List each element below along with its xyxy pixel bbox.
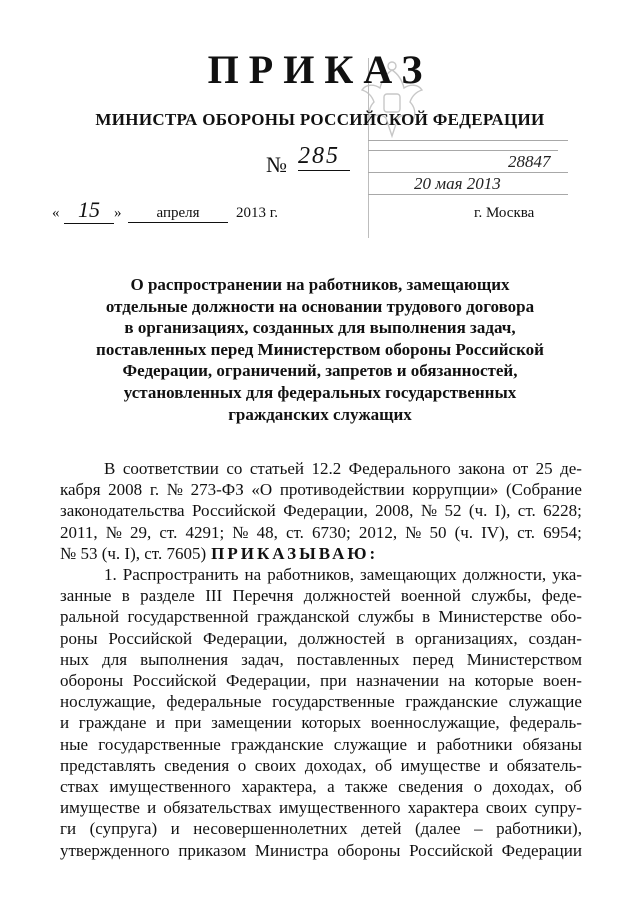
body-word: 6730; <box>311 522 351 542</box>
body-word: и <box>147 798 157 818</box>
body-word: № <box>232 522 249 542</box>
body-word: об <box>374 755 393 775</box>
document-subtitle: МИНИСТРА ОБОРОНЫ РОССИЙСКОЙ ФЕДЕРАЦИИ <box>95 110 545 129</box>
body-word: которые <box>474 671 534 691</box>
body-line <box>60 734 582 755</box>
body-word: 2011, <box>60 522 98 542</box>
body-word: сведения <box>164 755 230 775</box>
body-word: своих <box>485 798 528 818</box>
body-word: 6954; <box>543 522 582 542</box>
body-word: служащие <box>333 734 408 754</box>
body-line <box>60 712 582 733</box>
body-word: своих <box>254 755 297 775</box>
body-word: федеральные <box>166 692 262 712</box>
date-close-quote: » <box>114 205 122 221</box>
body-word: для <box>102 649 128 669</box>
order-number-value: 285 <box>298 143 350 171</box>
body-line <box>60 585 582 606</box>
body-word: обо- <box>550 607 582 627</box>
body-line <box>60 840 582 861</box>
body-word: имуществе <box>400 755 481 775</box>
body-word: супру- <box>534 798 582 818</box>
order-date-year: 2013 г. <box>236 205 278 221</box>
body-word: коррупции» <box>412 480 499 500</box>
order-date-month: апреля <box>128 205 228 223</box>
body-word: в <box>422 607 431 627</box>
body-word: об <box>564 777 582 797</box>
body-word: кабря <box>60 480 101 500</box>
body-word: № <box>166 480 183 500</box>
body-word: соответствии <box>122 459 219 478</box>
body-word: Министерстве <box>438 607 543 627</box>
stamp-line <box>368 140 568 141</box>
body-word: Федерального <box>348 459 451 478</box>
body-word: обязательствах <box>163 798 272 818</box>
body-word: утвержденного <box>60 840 170 860</box>
body-word: IV), <box>481 522 509 542</box>
heading-line: Федерации, ограничений, запретов и обязанностей, <box>122 361 518 381</box>
body-word: 2008 <box>108 480 143 500</box>
body-word: 6228; <box>543 501 582 521</box>
body-word: феде- <box>541 586 582 606</box>
body-word: службы <box>357 607 414 627</box>
body-word: федераль- <box>509 713 582 733</box>
body-word: ствах <box>60 777 99 797</box>
body-word: государственной <box>127 607 249 627</box>
body-line <box>60 458 582 479</box>
body-word: законодательства <box>60 501 185 521</box>
body-word: имущественного <box>109 777 231 797</box>
body-word: должностей <box>298 628 386 648</box>
body-word: – <box>474 819 483 839</box>
body-word: воен- <box>543 671 582 691</box>
body-word: и <box>417 734 427 754</box>
body-word: поставленных <box>296 649 400 669</box>
body-word: обязатель- <box>506 755 582 775</box>
body-word: № <box>405 522 422 542</box>
body-word: имущественного <box>278 798 401 818</box>
body-word: в <box>396 628 405 648</box>
body-word: замещающих <box>360 565 457 585</box>
body-word: военнослужащие, <box>370 713 500 733</box>
body-word: ст. <box>517 522 536 542</box>
body-word: организациях, <box>414 628 518 648</box>
body-word: детей <box>361 819 402 839</box>
body-word: а <box>327 777 335 797</box>
body-word: Распространить <box>122 565 239 585</box>
document-heading <box>60 274 580 425</box>
body-word: Министра <box>254 840 329 860</box>
body-word: назначении <box>356 671 439 691</box>
body-line <box>60 755 582 776</box>
body-line <box>60 606 582 627</box>
body-word: о <box>473 777 483 797</box>
body-word: Российской <box>409 840 493 860</box>
body-line <box>60 670 582 691</box>
body-word: гражданской <box>256 607 350 627</box>
body-line <box>60 543 582 564</box>
body-word: ст. <box>517 501 536 521</box>
body-word: на <box>244 565 262 585</box>
body-word: № <box>420 501 438 521</box>
body-word: Министерством <box>466 649 582 669</box>
body-word: (ч. <box>468 501 488 521</box>
body-word: статьей <box>249 459 304 478</box>
body-line <box>60 776 582 797</box>
body-word: Федерации, <box>203 628 288 648</box>
body-word: Российской <box>132 671 217 691</box>
document-title: ПРИКАЗ <box>207 47 433 92</box>
body-line <box>60 500 582 521</box>
body-word: ральной <box>60 607 120 627</box>
date-open-quote: « <box>52 205 60 221</box>
body-word: создан- <box>528 628 582 648</box>
body-word: Федерации, <box>283 501 368 521</box>
body-word: работников, <box>267 565 354 585</box>
body-word: ные <box>60 734 89 754</box>
order-word: ПРИКАЗЫВАЮ: <box>211 543 379 563</box>
body-word: имуществе <box>60 798 140 818</box>
body-word: (Собрание <box>505 480 582 500</box>
order-number-label: № <box>266 152 287 177</box>
body-word: о <box>237 755 247 775</box>
body-word: I), <box>494 501 511 521</box>
heading-line: поставленных перед Министерством обороны Российской <box>96 339 544 359</box>
heading-line: О распространении на работников, замещающих <box>130 275 510 294</box>
body-line-text: № 53 (ч. I), ст. 7605) <box>60 543 207 563</box>
body-word: задач, <box>241 649 284 669</box>
body-word: замещении <box>211 713 292 733</box>
body-word: государственные <box>272 692 395 712</box>
body-word: со <box>226 459 243 478</box>
heading-line: гражданских служащих <box>228 404 412 424</box>
body-word: № <box>105 522 122 542</box>
body-word: 12.2 <box>311 459 342 478</box>
body-word: (далее <box>414 819 461 839</box>
body-word: Федерации, <box>225 671 311 691</box>
body-word: ст. <box>285 522 304 542</box>
body-word: также <box>345 777 388 797</box>
body-word: на <box>448 671 466 691</box>
body-word: выполнения <box>140 649 229 669</box>
body-word: 50 <box>429 522 447 542</box>
body-word: военной <box>400 586 461 606</box>
body-word: гражданские <box>405 692 498 712</box>
body-word: граждане <box>78 713 147 733</box>
body-word: (супруга) <box>89 819 158 839</box>
body-line <box>60 818 582 839</box>
body-word: Федерации <box>501 840 582 860</box>
body-word: де- <box>560 459 582 478</box>
registration-date-handwritten: 20 мая 2013 <box>414 174 501 193</box>
body-word: нослужащие, <box>60 692 156 712</box>
body-word: (ч. <box>454 522 474 542</box>
body-word: закона <box>458 459 505 478</box>
body-line <box>60 522 582 543</box>
body-word: в <box>121 586 130 606</box>
body-word: ги <box>60 819 77 839</box>
body-word: Перечня <box>232 586 294 606</box>
body-word: и <box>156 713 166 733</box>
body-word: государственные <box>98 734 221 754</box>
body-word: Российской <box>108 628 193 648</box>
stamp-line <box>368 150 558 151</box>
body-word: при <box>320 671 347 691</box>
body-word: III <box>205 586 223 606</box>
order-date-day: 15 <box>64 197 114 224</box>
body-word: 2012, <box>358 522 398 542</box>
body-word: представлять <box>60 755 156 775</box>
body-word: служащие <box>508 692 582 712</box>
body-word: «О <box>251 480 273 500</box>
heading-line: в организациях, созданных для выполнения задач, <box>124 318 516 338</box>
body-word: работники <box>436 734 513 754</box>
body-word: ст. <box>159 522 178 542</box>
body-word: ных <box>60 649 90 669</box>
body-word: характера, <box>241 777 317 797</box>
body-word: службы, <box>471 586 532 606</box>
body-line <box>60 797 582 818</box>
body-word: занные <box>60 586 112 606</box>
body-line <box>60 564 582 585</box>
body-word: 2008, <box>375 501 414 521</box>
body-word: 4291; <box>185 522 225 542</box>
body-word: несовершеннолетних <box>193 819 348 839</box>
body-word: В <box>104 459 116 478</box>
body-word: сведения <box>398 777 464 797</box>
stamp-line <box>368 172 568 173</box>
body-word: доходах, <box>492 777 555 797</box>
body-word: и <box>60 713 70 733</box>
body-word: при <box>174 713 202 733</box>
body-word: перед <box>412 649 454 669</box>
body-word: от <box>512 459 529 478</box>
body-word: должности, <box>462 565 547 585</box>
registration-stamp <box>368 128 588 202</box>
heading-line: отдельные должности на основании трудового договора <box>105 296 535 316</box>
order-city: г. Москва <box>474 205 535 221</box>
document-body <box>60 458 582 861</box>
body-word: разделе <box>140 586 195 606</box>
body-word: должностей <box>303 586 391 606</box>
body-word: обороны <box>60 671 124 691</box>
body-word: роны <box>60 628 98 648</box>
body-word: работники), <box>496 819 582 839</box>
body-word: противодействии <box>279 480 405 500</box>
body-word: и <box>170 819 180 839</box>
stamp-line <box>368 194 568 195</box>
body-word: Российской <box>191 501 276 521</box>
body-word: обороны <box>337 840 401 860</box>
body-word: 29, <box>130 522 152 542</box>
body-word: гражданские <box>230 734 324 754</box>
heading-line: установленных для федеральных государственных <box>123 382 517 402</box>
body-line <box>60 649 582 670</box>
body-word: обязаны <box>522 734 582 754</box>
body-word: приказом <box>178 840 247 860</box>
body-line <box>60 479 582 500</box>
body-word: 48, <box>256 522 278 542</box>
body-word: доходах, <box>304 755 367 775</box>
body-word: 273-ФЗ <box>190 480 244 500</box>
body-word: 52 <box>444 501 462 521</box>
body-word: 1. <box>104 565 117 585</box>
registration-number-handwritten: 28847 <box>508 152 551 171</box>
body-word: которых <box>301 713 362 733</box>
body-word: 25 <box>535 459 553 478</box>
body-word: и <box>489 755 499 775</box>
body-word: ука- <box>552 565 582 585</box>
body-line <box>60 691 582 712</box>
body-word: г. <box>149 480 160 500</box>
body-word: характера <box>407 798 479 818</box>
body-line <box>60 628 582 649</box>
